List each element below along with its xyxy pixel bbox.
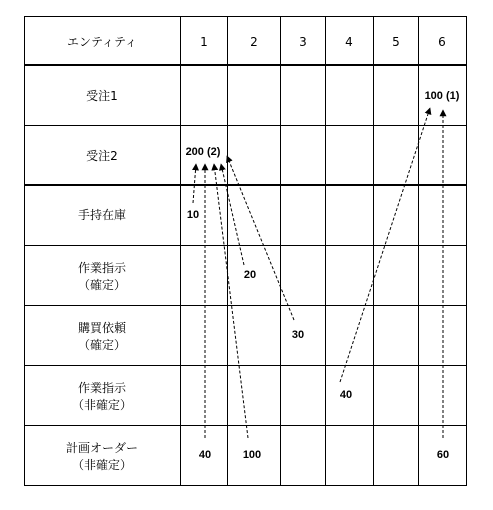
row-label-order-1: 受注1 xyxy=(86,89,118,103)
period-header-4: 4 xyxy=(345,35,353,49)
row-label-on-hand: 手持在庫 xyxy=(77,208,127,222)
row-label-work-order-firm-sub: （確定） xyxy=(77,278,127,292)
row-label-work-order-planned-sub: （非確定） xyxy=(71,398,133,412)
supply-work-order-planned: 40 xyxy=(339,389,353,401)
period-header-2: 2 xyxy=(250,35,258,49)
row-labels xyxy=(66,89,138,472)
supply-planned-order-p1: 40 xyxy=(198,449,212,461)
row-label-order-2: 受注2 xyxy=(86,149,118,163)
period-header-5: 5 xyxy=(392,35,400,49)
pegging-arrows xyxy=(193,108,443,438)
period-header-3: 3 xyxy=(299,35,307,49)
peg-arrow-on-hand xyxy=(193,164,196,203)
supply-planned-order-p6: 60 xyxy=(436,449,450,461)
header-row xyxy=(67,35,446,49)
supply-work-order-firm: 20 xyxy=(243,269,257,281)
supplies xyxy=(187,209,449,461)
demand-order-1: 100 (1) xyxy=(424,90,460,102)
row-label-work-order-planned: 作業指示 xyxy=(77,381,127,395)
supply-purchase-req-firm: 30 xyxy=(291,329,305,341)
entity-header: エンティティ xyxy=(66,35,138,49)
peg-arrow-purchase-req-firm xyxy=(227,156,294,320)
period-header-1: 1 xyxy=(200,35,208,49)
supply-planned-order-p2: 100 xyxy=(242,449,262,461)
row-label-work-order-firm: 作業指示 xyxy=(77,261,127,275)
period-header-6: 6 xyxy=(438,35,446,49)
row-label-purchase-req-firm-sub: （確定） xyxy=(77,338,127,352)
row-label-purchase-req-firm: 購買依頼 xyxy=(77,321,127,335)
supply-on-hand: 10 xyxy=(186,209,200,221)
row-label-planned-order-sub: （非確定） xyxy=(71,458,133,472)
peg-arrow-planned-order-p2 xyxy=(214,164,248,438)
demand-order-2: 200 (2) xyxy=(185,146,221,158)
peg-arrow-work-order-firm xyxy=(221,164,244,265)
row-label-planned-order: 計画オーダー xyxy=(65,441,139,455)
